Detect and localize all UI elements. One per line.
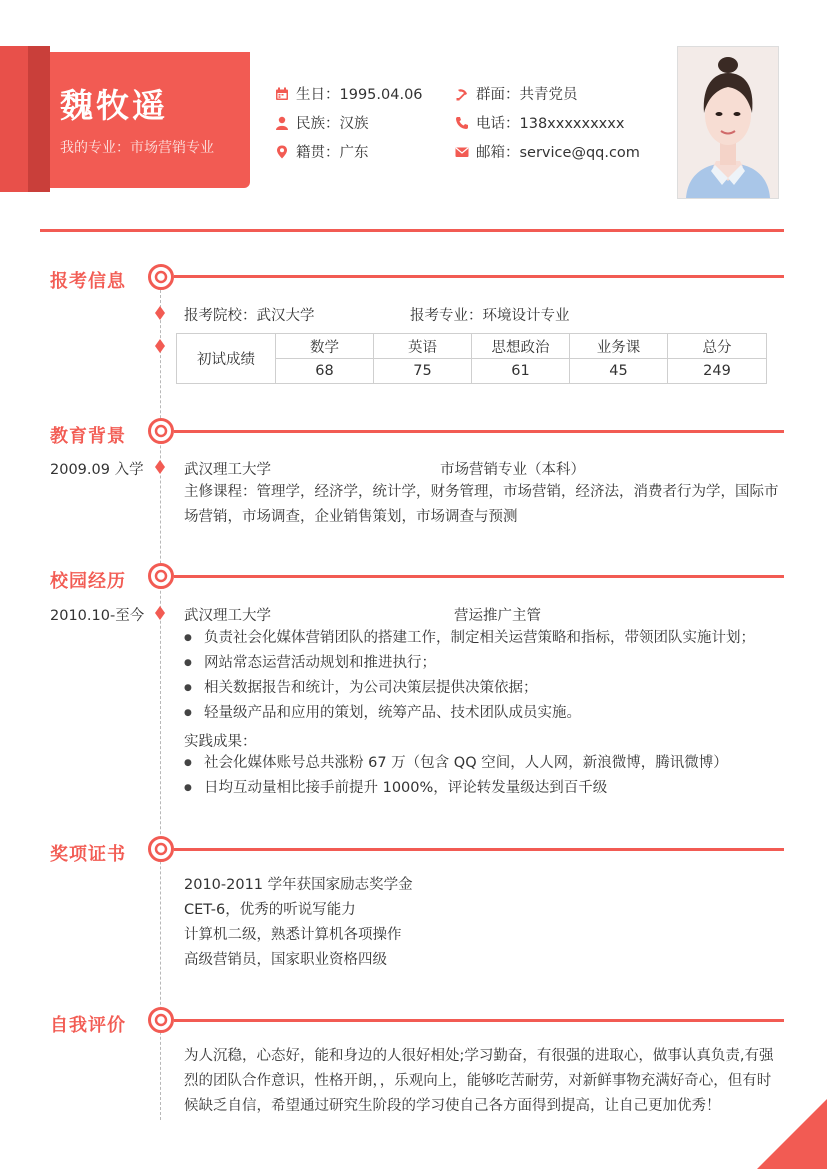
section-rule-campus: [174, 575, 784, 578]
education-major: 市场营销专业（本科）: [440, 462, 585, 478]
party-emblem-icon: [455, 87, 469, 101]
section-title-awards: 奖项证书: [50, 844, 126, 865]
email-text: 邮箱：service@qq.com: [476, 145, 640, 161]
mail-icon: [455, 145, 469, 159]
diamond-marker-icon: [155, 460, 165, 474]
list-item: 计算机二级，熟悉计算机各项操作: [184, 927, 402, 943]
score-value: 45: [570, 359, 668, 384]
list-item: 高级营销员，国家职业资格四级: [184, 952, 387, 968]
education-school: 武汉理工大学: [184, 462, 271, 478]
score-subject: 思想政治: [472, 334, 570, 359]
score-header-row: [177, 334, 767, 359]
target-marker-icon: [148, 264, 174, 290]
header-divider: [40, 229, 784, 232]
list-item: CET-6，优秀的听说写能力: [184, 902, 356, 918]
education-date: 2009.09 入学: [50, 462, 144, 478]
timeline-line: [160, 290, 161, 1120]
score-value: 61: [472, 359, 570, 384]
section-rule-awards: [174, 848, 784, 851]
score-value: 75: [374, 359, 472, 384]
origin-text: 籍贯：广东: [296, 145, 369, 161]
exam-school: 报考院校：武汉大学: [184, 308, 315, 324]
campus-role: 营运推广主管: [454, 608, 541, 624]
section-title-education: 教育背景: [50, 426, 126, 447]
campus-org: 武汉理工大学: [184, 608, 271, 624]
info-origin: [275, 141, 369, 162]
diamond-marker-icon: [155, 606, 165, 620]
achievement-list: [184, 751, 728, 801]
campus-date: 2010.10-至今: [50, 608, 145, 624]
section-rule-self: [174, 1019, 784, 1022]
target-marker-icon: [148, 1007, 174, 1033]
ribbon-fold-shadow: [28, 46, 50, 192]
calendar-icon: [275, 87, 289, 101]
phone-icon: [455, 116, 469, 130]
score-subject: 数学: [276, 334, 374, 359]
target-marker-icon: [148, 563, 174, 589]
section-title-exam: 报考信息: [50, 271, 126, 292]
score-subject: 英语: [374, 334, 472, 359]
section-title-campus: 校园经历: [50, 571, 126, 592]
portrait-image: [678, 47, 778, 198]
list-item: ● 负责社会化媒体营销团队的搭建工作，制定相关运营策略和指标，带领团队实施计划；: [184, 626, 755, 651]
list-item: ● 相关数据报告和统计，为公司决策层提供决策依据；: [184, 676, 755, 701]
duty-list: [184, 626, 755, 726]
award-list: [184, 873, 413, 973]
birth-text: 生日：1995.04.06: [296, 87, 423, 103]
list-item: ● 轻量级产品和应用的策划，统筹产品、技术团队成员实施。: [184, 701, 755, 726]
score-row-label: 初试成绩: [177, 334, 276, 384]
section-rule-exam: [174, 275, 784, 278]
section-rule-education: [174, 430, 784, 433]
politics-text: 群面：共青党员: [476, 87, 578, 103]
target-marker-icon: [148, 418, 174, 444]
corner-decoration: [757, 1099, 827, 1169]
list-item: ● 日均互动量相比接手前提升 1000%，评论转发量级达到百千级: [184, 776, 728, 801]
info-email: [455, 141, 640, 162]
diamond-marker-icon: [155, 339, 165, 353]
score-subject: 业务课: [570, 334, 668, 359]
list-item: ● 网站常态运营活动规划和推进执行；: [184, 651, 755, 676]
self-evaluation: 为人沉稳，心态好，能和身边的人很好相处;学习勤奋，有很强的进取心，做事认真负责,有强烈的团队合作意识，性格开朗，，乐观向上，能够吃苦耐劳，对新鲜事物充满好奇心，但有时候缺乏自信，希望通过研究生阶段的学习使自己各方面得到提高，让自己更加优秀！: [184, 1048, 774, 1114]
info-politics: [455, 83, 578, 104]
score-value: 68: [276, 359, 374, 384]
list-item: ● 社会化媒体账号总共涨粉 67 万（包含 QQ 空间，人人网，新浪微博，腾讯微博）: [184, 751, 728, 776]
score-value: 249: [668, 359, 767, 384]
location-pin-icon: [275, 145, 289, 159]
info-birth: [275, 83, 423, 104]
target-marker-icon: [148, 836, 174, 862]
profile-photo: [677, 46, 779, 199]
ethnicity-text: 民族：汉族: [296, 116, 369, 132]
list-item: 2010-2011 学年获国家励志奖学金: [184, 877, 413, 893]
section-title-self: 自我评价: [50, 1015, 126, 1036]
exam-major: 报考专业：环境设计专业: [410, 308, 570, 324]
education-courses: 主修课程：管理学，经济学，统计学，财务管理，市场营销，经济法，消费者行为学，国际市场营销，市场调查，企业销售策划，市场调查与预测: [184, 484, 779, 525]
candidate-major: 我的专业：市场营销专业: [60, 140, 214, 156]
achievements-label: 实践成果：: [184, 734, 257, 750]
candidate-name: 魏牧遥: [60, 86, 168, 125]
score-subject: 总分: [668, 334, 767, 359]
diamond-marker-icon: [155, 306, 165, 320]
info-phone: [455, 112, 624, 133]
person-icon: [275, 116, 289, 130]
phone-text: 电话：138xxxxxxxxx: [476, 116, 625, 132]
info-ethnicity: [275, 112, 369, 133]
score-table: [176, 333, 767, 384]
